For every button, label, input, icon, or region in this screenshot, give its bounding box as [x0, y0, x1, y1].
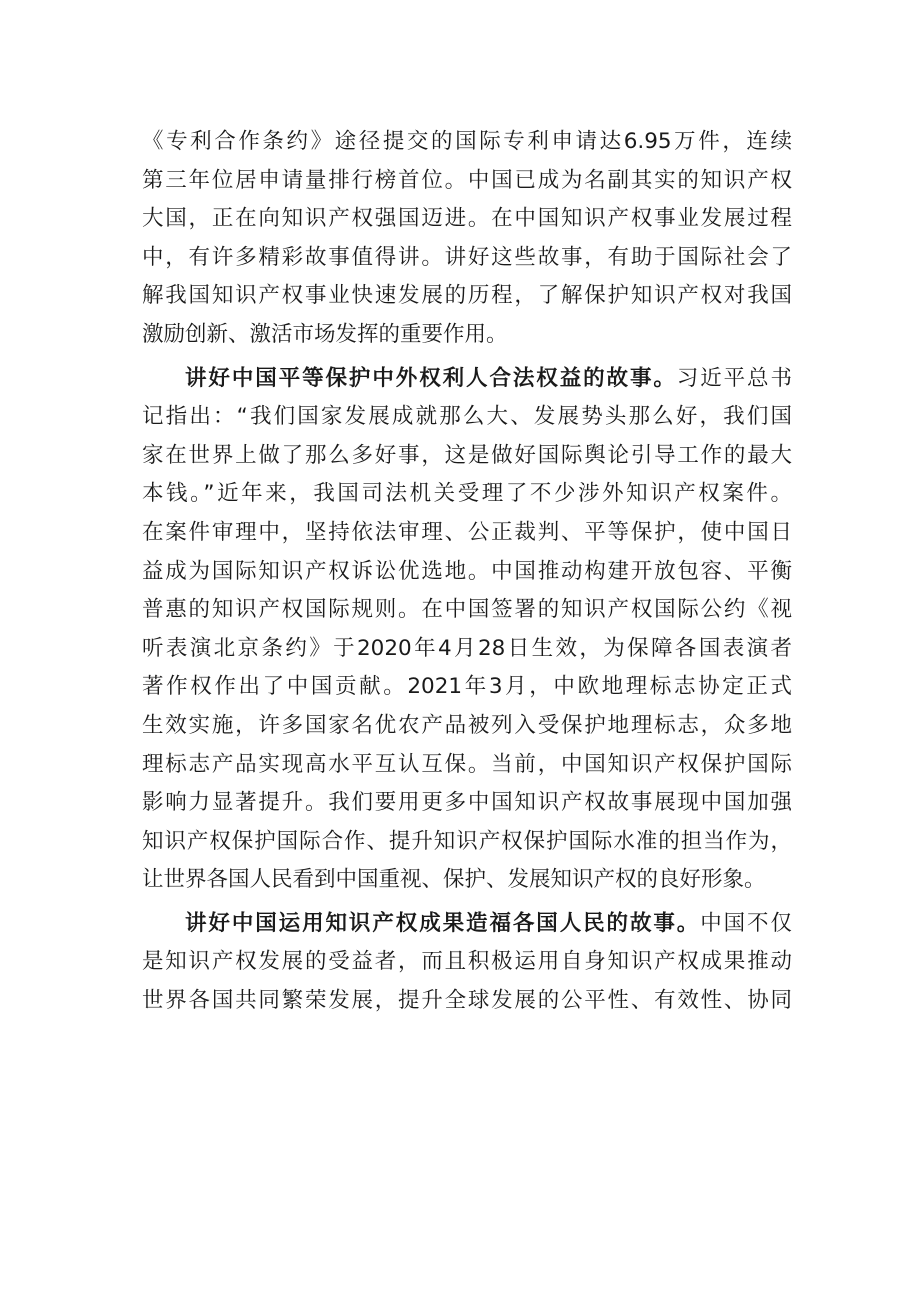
paragraph-2	[142, 360, 792, 900]
text-line: 著作权作出了中国贡献。2021年3月，中欧地理标志协定正式	[142, 674, 792, 700]
text-line: 益成为国际知识产权诉讼优选地。中国推动构建开放包容、平衡	[142, 558, 792, 584]
text-line	[142, 360, 792, 399]
text-line	[142, 905, 792, 944]
paragraph-lead-heading: 讲好中国平等保护中外权利人合法权益的故事。	[185, 365, 677, 391]
text-line: 听表演北京条约》于2020年4月28日生效，为保障各国表演者	[142, 635, 792, 661]
body-text	[142, 123, 792, 1021]
paragraph-3	[142, 905, 792, 1021]
text-line: 生效实施，许多国家名优农产品被列入受保护地理标志，众多地	[142, 712, 792, 738]
text-line: 中，有许多精彩故事值得讲。讲好这些故事，有助于国际社会了	[142, 244, 792, 270]
text-line: 知识产权保护国际合作、提升知识产权保护国际水准的担当作为，	[142, 828, 792, 854]
text-line: 《专利合作条约》途径提交的国际专利申请达6.95万件，连续	[142, 129, 792, 154]
text-line: 本钱。”近年来，我国司法机关受理了不少涉外知识产权案件。	[142, 481, 792, 507]
text-run: 中国不仅	[700, 910, 792, 936]
text-line: 世界各国共同繁荣发展，提升全球发展的公平性、有效性、协同	[142, 988, 792, 1014]
text-line: 解我国知识产权事业快速发展的历程，了解保护知识产权对我国	[142, 283, 792, 309]
paragraph-1	[142, 123, 792, 355]
text-line: 第三年位居申请量排行榜首位。中国已成为名副其实的知识产权	[142, 167, 792, 193]
paragraph-lead-heading: 讲好中国运用知识产权成果造福各国人民的故事。	[185, 910, 701, 936]
text-line: 影响力显著提升。我们要用更多中国知识产权故事展现中国加强	[142, 790, 792, 816]
text-line: 记指出：“我们国家发展成就那么大、发展势头那么好，我们国	[142, 404, 792, 430]
text-line: 普惠的知识产权国际规则。在中国签署的知识产权国际公约《视	[142, 597, 792, 623]
text-line: 是知识产权发展的受益者，而且积极运用自身知识产权成果推动	[142, 949, 792, 975]
text-line: 让世界各国人民看到中国重视、保护、发展知识产权的良好形象。	[142, 867, 766, 893]
text-line: 理标志产品实现高水平互认互保。当前，中国知识产权保护国际	[142, 751, 792, 777]
text-line: 大国，正在向知识产权强国迈进。在中国知识产权事业发展过程	[142, 206, 792, 232]
text-line: 在案件审理中，坚持依法审理、公正裁判、平等保护，使中国日	[142, 519, 792, 545]
text-line: 激励创新、激活市场发挥的重要作用。	[142, 321, 508, 347]
text-line: 家在世界上做了那么多好事，这是做好国际舆论引导工作的最大	[142, 442, 792, 468]
text-run: 习近平总书	[676, 365, 792, 391]
